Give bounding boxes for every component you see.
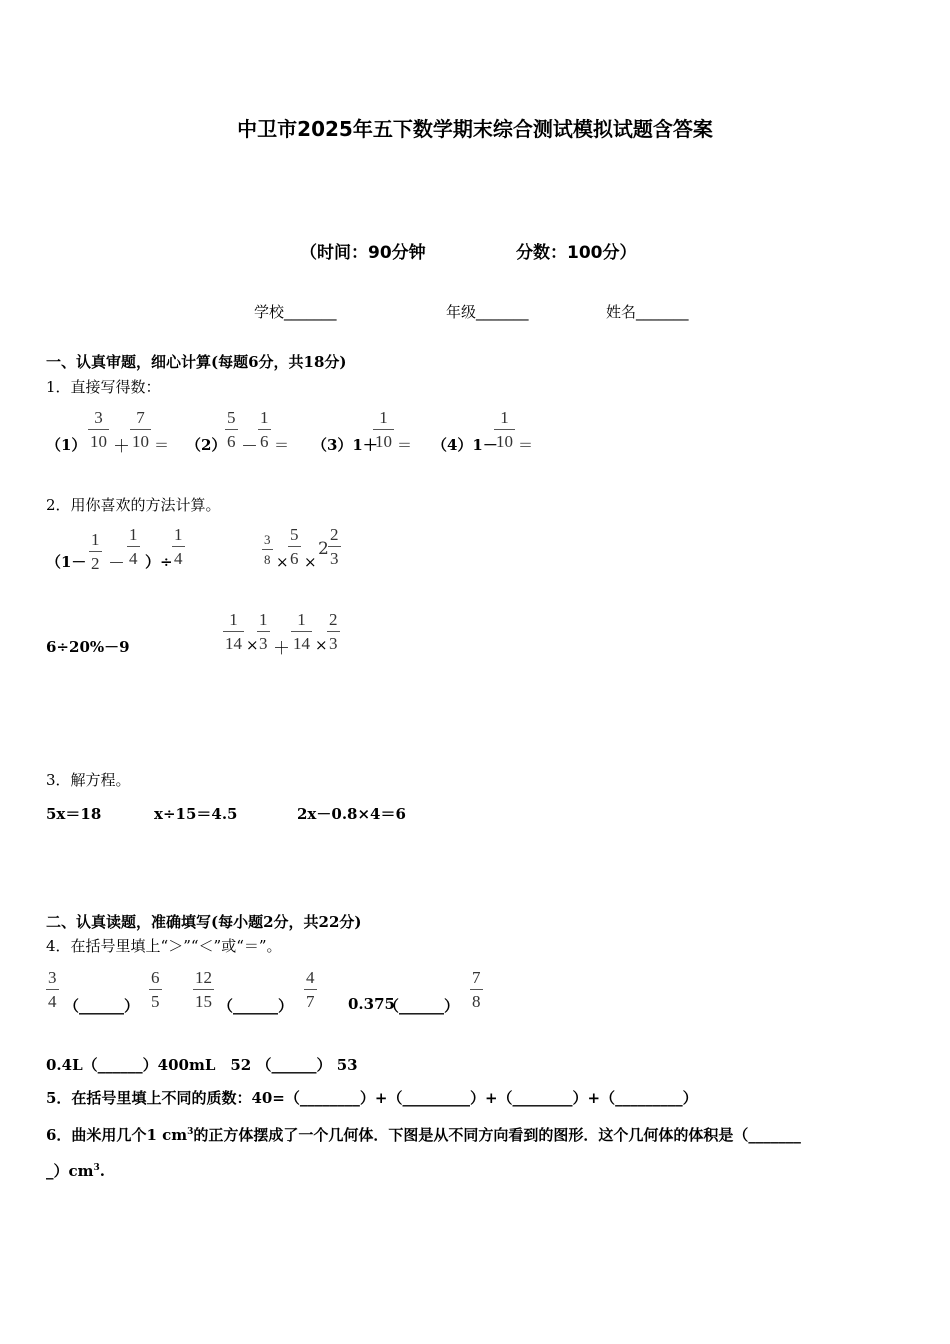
equation-3: 2x－0.8×4＝6 (297, 805, 406, 823)
times-sign: × (276, 553, 289, 571)
equation-1: 5x＝18 (46, 805, 102, 823)
name-field: 姓名_______ (606, 303, 689, 321)
q1-p4-tag: （4）1－ (432, 436, 498, 454)
fraction: $\frac{5}{6}$ (227, 408, 236, 451)
q3-label: 3．解方程。 (46, 771, 131, 789)
section1-heading: 一、认真审题，细心计算(每题6分，共18分) (46, 353, 347, 371)
fraction: $\frac{1}{4}$ (129, 525, 138, 568)
superscript: 3 (187, 1127, 194, 1137)
q2-expression-3: 6÷20%－9 (46, 638, 130, 656)
expr-close: ）÷ (145, 553, 173, 571)
q6-text-d: . (99, 1162, 106, 1180)
fraction: $\frac{1}{2}$ (91, 530, 100, 573)
q6-line-1 (46, 1124, 801, 1145)
plus-sign: ＋ (113, 437, 130, 457)
times-sign: × (246, 636, 259, 654)
fraction: $\frac{7}{8}$ (472, 968, 481, 1011)
equals-sign: ＝ (274, 436, 290, 454)
fraction: $\frac{2}{3}$ (330, 525, 339, 568)
times-sign: × (304, 553, 317, 571)
fraction: $\frac{1}{4}$ (174, 525, 183, 568)
q1-p2-tag: （2） (186, 436, 227, 454)
fraction: $\frac{1}{6}$ (260, 408, 269, 451)
answer-blank[interactable]: （______） (218, 997, 294, 1015)
grade-field: 年级_______ (446, 303, 529, 321)
q4-line-2: 0.4L（______）400mL 52 （______） 53 (46, 1056, 358, 1074)
q4-label: 4．在括号里填上“＞”“＜”或“＝”。 (46, 937, 282, 955)
q6-text-b: 的正方体摆成了一个几何体．下图是从不同方向看到的图形．这个几何体的体积是（_______ (193, 1126, 801, 1144)
fraction: $\frac{7}{10}$ (132, 408, 149, 451)
exam-time: （时间：90分钟 (300, 243, 426, 263)
fraction: $\frac{2}{3}$ (329, 610, 338, 653)
q5-text: 5．在括号里填上不同的质数：40=（________）+（_________）+（________）+（_________） (46, 1089, 698, 1107)
fraction: $\frac{4}{7}$ (306, 968, 315, 1011)
times-sign: × (315, 636, 328, 654)
fraction: $\frac{6}{5}$ (151, 968, 160, 1011)
exam-score: 分数：100分） (516, 243, 637, 263)
expr-open: （1－ (46, 553, 87, 571)
q6-text-a: 6．曲米用几个1 cm (46, 1126, 188, 1144)
fraction: $\frac{12}{15}$ (195, 968, 212, 1011)
plus-sign: ＋ (273, 639, 290, 659)
q1-p3-tag: （3）1＋ (312, 436, 378, 454)
q6-text-c: _）cm (46, 1162, 94, 1180)
fraction: $\frac{3}{8}$ (264, 532, 271, 567)
section2-heading: 二、认真读题，准确填写(每小题2分，共22分) (46, 913, 362, 931)
fraction: $\frac{5}{6}$ (290, 525, 299, 568)
equals-sign: ＝ (154, 436, 170, 454)
decimal-value: 0.375 (348, 995, 395, 1013)
fraction: $\frac{3}{4}$ (48, 968, 57, 1011)
q1-label: 1．直接写得数： (46, 378, 161, 396)
superscript: 3 (93, 1163, 100, 1173)
q2-label: 2．用你喜欢的方法计算。 (46, 496, 221, 514)
equals-sign: ＝ (397, 436, 413, 454)
fraction: $\frac{1}{14}$ (225, 610, 242, 653)
fraction: $\frac{3}{10}$ (90, 408, 107, 451)
fraction: $\frac{1}{10}$ (496, 408, 513, 451)
whole-number: 2 (318, 539, 329, 559)
q6-line-2 (46, 1160, 105, 1181)
equals-sign: ＝ (518, 436, 534, 454)
minus-sign: － (241, 437, 258, 457)
fraction: $\frac{1}{14}$ (293, 610, 310, 653)
answer-blank[interactable]: （______） (64, 997, 140, 1015)
page-title: 中卫市2025年五下数学期末综合测试模拟试题含答案 (237, 117, 713, 141)
answer-blank[interactable]: （______） (384, 997, 460, 1015)
equation-2: x÷15＝4.5 (154, 805, 238, 823)
school-field: 学校_______ (254, 303, 337, 321)
q1-p1-tag: （1） (46, 436, 87, 454)
fraction: $\frac{1}{3}$ (259, 610, 268, 653)
minus-sign: － (108, 554, 125, 574)
fraction: $\frac{1}{10}$ (375, 408, 392, 451)
